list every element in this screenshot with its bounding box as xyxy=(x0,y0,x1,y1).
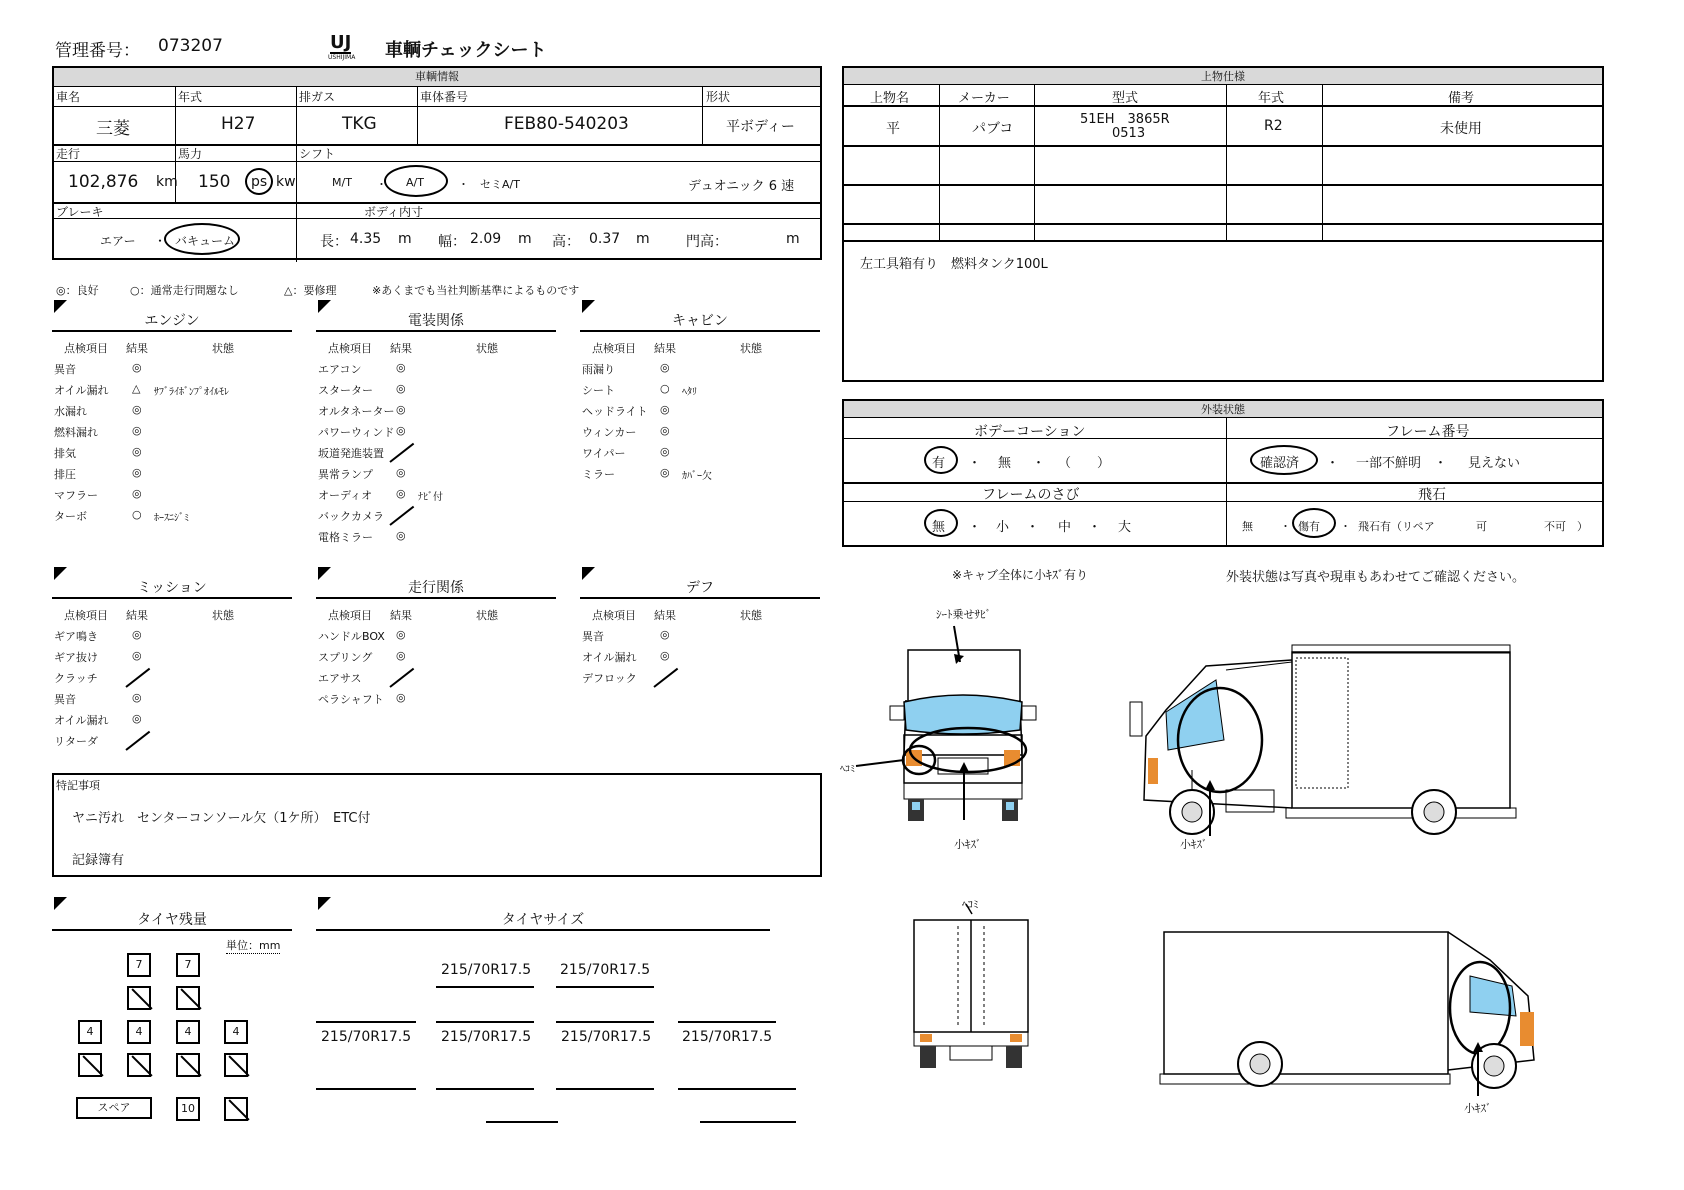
body-yes: 有 xyxy=(932,456,946,471)
check-result: ◎ xyxy=(660,424,670,437)
check-item: 異音 xyxy=(54,363,76,376)
diff-col-state: 状態 xyxy=(740,609,762,622)
check-item: 排圧 xyxy=(54,468,76,481)
cabin-col-result: 結果 xyxy=(654,342,676,355)
engine-section-title: エンジン xyxy=(52,308,292,332)
mission-col-item: 点検項目 xyxy=(64,609,108,622)
chip-ng: 不可 ） xyxy=(1544,520,1588,533)
vehicle-info-header: 車輌情報 xyxy=(54,68,820,87)
electric-col-result: 結果 xyxy=(390,342,412,355)
check-item: 水漏れ xyxy=(54,405,87,418)
frame-confirmed: 確認済 xyxy=(1260,456,1300,471)
check-result: ◎ xyxy=(660,628,670,641)
shift-extra: デュオニック 6 速 xyxy=(688,179,795,194)
check-item: オイル漏れ xyxy=(54,384,109,397)
exterior-frame-no-label: フレーム番号 xyxy=(1386,424,1470,440)
check-result-na xyxy=(125,668,150,688)
mileage-value: 102,876 xyxy=(68,172,139,192)
check-item: デフロック xyxy=(582,672,637,685)
shift-mt: M/T xyxy=(332,176,352,189)
check-item: リターダ xyxy=(54,735,98,748)
body-yes-circle xyxy=(924,446,958,474)
check-item: ミラー xyxy=(582,468,615,481)
check-result: ◎ xyxy=(660,403,670,416)
upper-model-line1: 51EH 3865R xyxy=(1080,112,1170,127)
check-state: ﾍﾀﾘ xyxy=(682,387,697,398)
check-state: ｻﾌﾞﾗｲﾎﾞﾝﾌﾟｵｲﾙﾓﾚ xyxy=(154,387,229,398)
check-result: ◎ xyxy=(132,691,142,704)
diff-col-result: 結果 xyxy=(654,609,676,622)
label-brake: ブレーキ xyxy=(56,205,104,219)
dim-len-value: 4.35 xyxy=(350,231,382,247)
tire-size-title: タイヤサイズ xyxy=(316,905,770,931)
check-result-na xyxy=(389,443,414,463)
check-result: ◎ xyxy=(132,361,142,374)
dim-len-unit: m xyxy=(398,231,412,247)
shift-semi: セミA/T xyxy=(480,178,520,191)
tire-rear-2: 4 xyxy=(127,1020,151,1044)
body-paren: （ ） xyxy=(1058,456,1111,471)
logo-sub: USHIJIMA xyxy=(328,54,356,61)
dot-2: ・ xyxy=(458,178,469,191)
label-body-inner: ボディ内寸 xyxy=(364,205,424,219)
label-hp: 馬力 xyxy=(178,147,203,161)
upper-header-model: 型式 xyxy=(1112,91,1139,106)
label-chassis: 車体番号 xyxy=(420,90,469,104)
rust-large: 大 xyxy=(1118,520,1132,535)
check-state: ｶﾊﾞｰ欠 xyxy=(682,471,712,482)
check-item: 排気 xyxy=(54,447,76,460)
check-item: 電格ミラー xyxy=(318,531,373,544)
diff-col-item: 点検項目 xyxy=(592,609,636,622)
dim-gate-unit: m xyxy=(786,231,800,247)
check-result: ◎ xyxy=(132,466,142,479)
check-result: ◎ xyxy=(396,487,406,500)
check-item: 坂道発進装置 xyxy=(318,447,384,460)
check-item: ウィンカー xyxy=(582,426,637,439)
chip-scratch: 傷有 xyxy=(1298,520,1320,533)
label-shape: 形状 xyxy=(706,90,731,104)
dim-len-label: 長： xyxy=(320,234,348,250)
diagram-note-left: ※キャブ全体に小ｷｽﾞ有り xyxy=(952,568,1089,582)
check-result-na xyxy=(389,506,414,526)
tire-remain-unit: 単位：mm xyxy=(226,939,281,952)
tire-size-rear-4: 215/70R17.5 xyxy=(682,1029,773,1045)
truck-rear-view xyxy=(906,896,1036,1076)
tire-front-right-inner-na xyxy=(176,986,200,1010)
spare-value: 10 xyxy=(176,1097,200,1121)
upper-remark: 左工具箱有り 燃料タンク100L xyxy=(860,257,1048,272)
check-item: マフラー xyxy=(54,489,98,502)
upper-header-name: 上物名 xyxy=(870,91,910,106)
annot-rear: ﾍｺﾐ xyxy=(962,898,979,911)
chassis-value: FEB80-540203 xyxy=(504,114,629,134)
label-maker: 車名 xyxy=(56,90,81,104)
legend-ok: ○：通常走行問題なし xyxy=(130,284,239,297)
check-result: ◎ xyxy=(396,466,406,479)
tire-rear-7-na xyxy=(176,1053,200,1077)
special-notes-line2: 記録簿有 xyxy=(72,853,125,868)
exterior-rust-label: フレームのさび xyxy=(982,487,1080,503)
brake-vac: バキューム xyxy=(175,234,236,248)
rust-dot2: ・ xyxy=(1026,520,1040,535)
running-col-result: 結果 xyxy=(390,609,412,622)
rust-dot3: ・ xyxy=(1088,520,1102,535)
check-item: オイル漏れ xyxy=(582,651,637,664)
check-result: ◎ xyxy=(132,487,142,500)
check-state: ﾎｰｽﾆｼﾞﾐ xyxy=(154,513,189,524)
page-title: 車輌チェックシート xyxy=(385,40,547,61)
label-year: 年式 xyxy=(178,90,203,104)
diagram-note-right: 外装状態は写真や現車もあわせてご確認ください。 xyxy=(1226,570,1526,585)
chip-scratch-circle xyxy=(1292,508,1336,538)
frame-confirmed-circle xyxy=(1250,445,1318,475)
emission-value: TKG xyxy=(342,114,377,134)
check-item: ギア抜け xyxy=(54,651,98,664)
check-item: ターボ xyxy=(54,510,87,523)
check-item: 雨漏り xyxy=(582,363,615,376)
check-item: ヘッドライト xyxy=(582,405,648,418)
logo: UJ xyxy=(330,32,352,53)
running-col-state: 状態 xyxy=(476,609,498,622)
upper-spec-header: 上物仕様 xyxy=(844,68,1602,85)
tire-front-right: 7 xyxy=(176,953,200,977)
cabin-col-state: 状態 xyxy=(740,342,762,355)
check-item: パワーウィンド xyxy=(318,426,395,439)
check-item: スターター xyxy=(318,384,373,397)
upper-name-value: 平 xyxy=(886,121,900,137)
shift-at: A/T xyxy=(406,176,424,189)
electric-col-state: 状態 xyxy=(476,342,498,355)
check-item: オーディオ xyxy=(318,489,373,502)
truck-other-side-view xyxy=(1150,920,1550,1110)
check-item: スプリング xyxy=(318,651,373,664)
tire-front-left-inner-na xyxy=(127,986,151,1010)
dot-1: ・ xyxy=(376,178,387,191)
body-dot1: ・ xyxy=(968,456,982,471)
tire-rear-8-na xyxy=(224,1053,248,1077)
tire-size-rear-3: 215/70R17.5 xyxy=(561,1029,652,1045)
label-shift: シフト xyxy=(299,147,336,161)
annot-scratch-side: 小ｷｽﾞ xyxy=(1180,838,1208,851)
tire-size-rear-2: 215/70R17.5 xyxy=(441,1029,532,1045)
dot-3: ・ xyxy=(154,234,167,248)
truck-front-view xyxy=(846,600,1046,860)
check-result: ◎ xyxy=(396,403,406,416)
check-result: ◎ xyxy=(132,424,142,437)
tire-remain-title: タイヤ残量 xyxy=(52,905,292,931)
brake-vac-circle xyxy=(164,223,240,255)
mission-col-result: 結果 xyxy=(126,609,148,622)
check-result: ◎ xyxy=(660,466,670,479)
mileage-unit: km xyxy=(156,174,178,190)
check-item: シート xyxy=(582,384,615,397)
spare-2-na xyxy=(224,1097,248,1121)
annot-scratch-other: 小ｷｽﾞ xyxy=(1464,1102,1492,1115)
tire-rear-4: 4 xyxy=(224,1020,248,1044)
check-result: ◎ xyxy=(396,691,406,704)
annot-scratch-front: 小ｷｽﾞ xyxy=(954,838,982,851)
hp-unit-circle xyxy=(245,168,273,195)
hp-unit-kw: kw xyxy=(276,174,296,190)
check-item: 燃料漏れ xyxy=(54,426,98,439)
check-result: ◎ xyxy=(396,361,406,374)
check-item: ワイパー xyxy=(582,447,626,460)
exterior-body-coat-label: ボデーコーション xyxy=(974,424,1086,440)
frame-dot1: ・ xyxy=(1326,456,1340,471)
check-item: 異常ランプ xyxy=(318,468,373,481)
cabin-col-item: 点検項目 xyxy=(592,342,636,355)
check-item: 異音 xyxy=(54,693,76,706)
body-no: 無 xyxy=(998,456,1012,471)
special-notes-title: 特記事項 xyxy=(56,779,100,792)
dim-gate-label: 門高： xyxy=(686,234,728,250)
engine-col-state: 状態 xyxy=(212,342,234,355)
check-result-na xyxy=(653,668,678,688)
check-item: オイル漏れ xyxy=(54,714,109,727)
vehicle-info-box xyxy=(52,66,822,260)
annot-dent: ﾍｺﾐ xyxy=(840,764,855,775)
check-item: ペラシャフト xyxy=(318,693,384,706)
dim-w-value: 2.09 xyxy=(470,231,502,247)
annot-seat: ｼｰﾄ乗せｻﾋﾞ xyxy=(936,608,991,621)
brake-air: エアー xyxy=(100,234,136,248)
spare-label: スペア xyxy=(76,1097,152,1119)
frame-dot2: ・ xyxy=(1434,456,1448,471)
mgmt-label: 管理番号： xyxy=(55,41,140,61)
tire-size-front-right: 215/70R17.5 xyxy=(560,962,651,978)
legend-good: ◎：良好 xyxy=(56,284,99,297)
shape-value: 平ボディー xyxy=(726,119,795,135)
hp-unit-ps: ps xyxy=(251,174,268,190)
maker-value: 三菱 xyxy=(96,119,130,139)
exterior-header: 外装状態 xyxy=(844,401,1602,418)
check-result: ◎ xyxy=(396,628,406,641)
body-dot2: ・ xyxy=(1032,456,1046,471)
check-item: オルタネーター xyxy=(318,405,395,418)
check-result: ◎ xyxy=(660,361,670,374)
upper-year-value: R2 xyxy=(1264,118,1283,134)
check-result: ○ xyxy=(132,508,142,521)
frame-none: 見えない xyxy=(1468,456,1521,471)
cabin-section-title: キャビン xyxy=(580,308,820,332)
check-result: ○ xyxy=(660,382,670,395)
tire-rear-3: 4 xyxy=(176,1020,200,1044)
check-result: △ xyxy=(132,382,141,395)
check-result: ◎ xyxy=(132,403,142,416)
upper-maker-value: パブコ xyxy=(972,121,1014,137)
dim-w-unit: m xyxy=(518,231,532,247)
check-result: ◎ xyxy=(396,424,406,437)
rust-none-circle xyxy=(924,509,958,537)
legend-repair: △：要修理 xyxy=(284,284,337,297)
check-item: ハンドルBOX xyxy=(318,630,385,643)
dim-h-value: 0.37 xyxy=(589,231,621,247)
electric-section-title: 電装関係 xyxy=(316,308,556,332)
label-mileage: 走行 xyxy=(56,147,81,161)
check-result: ◎ xyxy=(396,382,406,395)
tire-size-rear-1: 215/70R17.5 xyxy=(321,1029,412,1045)
check-result-na xyxy=(389,668,414,688)
tire-size-front-left: 215/70R17.5 xyxy=(441,962,532,978)
check-result: ◎ xyxy=(132,712,142,725)
label-emission: 排ガス xyxy=(299,90,336,104)
shift-at-circle xyxy=(384,165,448,197)
check-item: ギア鳴き xyxy=(54,630,98,643)
engine-col-result: 結果 xyxy=(126,342,148,355)
upper-header-year: 年式 xyxy=(1258,91,1285,106)
frame-partial: 一部不鮮明 xyxy=(1356,456,1422,471)
chip-stone: 飛石有（リペア xyxy=(1358,520,1435,533)
check-result: ◎ xyxy=(132,628,142,641)
dim-h-unit: m xyxy=(636,231,650,247)
mission-section-title: ミッション xyxy=(52,575,292,599)
check-item: クラッチ xyxy=(54,672,98,685)
check-state: ﾅﾋﾞ付 xyxy=(418,492,443,503)
mgmt-number: 073207 xyxy=(158,36,223,56)
chip-dot2: ・ xyxy=(1340,520,1351,533)
check-item: バックカメラ xyxy=(318,510,384,523)
check-item: エアサス xyxy=(318,672,362,685)
tire-rear-5-na xyxy=(78,1053,102,1077)
special-notes-box xyxy=(52,773,822,877)
tire-rear-1: 4 xyxy=(78,1020,102,1044)
dim-w-label: 幅： xyxy=(438,234,466,250)
diff-section-title: デフ xyxy=(580,575,820,599)
chip-none: 無 xyxy=(1242,520,1253,533)
running-col-item: 点検項目 xyxy=(328,609,372,622)
check-item: 異音 xyxy=(582,630,604,643)
upper-header-maker: メーカー xyxy=(958,91,1010,106)
hp-value: 150 xyxy=(198,172,231,192)
electric-col-item: 点検項目 xyxy=(328,342,372,355)
exterior-chip-label: 飛石 xyxy=(1418,487,1446,503)
check-result: ◎ xyxy=(396,529,406,542)
rust-dot1: ・ xyxy=(968,520,982,535)
running-section-title: 走行関係 xyxy=(316,575,556,599)
legend-note: ※あくまでも当社判断基準によるものです xyxy=(372,284,580,297)
special-notes-line1: ヤニ汚れ センターコンソール欠（1ケ所） ETC付 xyxy=(72,811,371,826)
chip-dot1: ・ xyxy=(1280,520,1291,533)
exterior-box xyxy=(842,399,1604,547)
upper-spec-box xyxy=(842,66,1604,382)
check-result: ◎ xyxy=(396,649,406,662)
rust-small: 小 xyxy=(996,520,1010,535)
tire-rear-6-na xyxy=(127,1053,151,1077)
chip-ok: 可 xyxy=(1476,520,1487,533)
upper-note-value: 未使用 xyxy=(1440,121,1482,137)
check-result: ◎ xyxy=(660,445,670,458)
check-result: ◎ xyxy=(132,649,142,662)
upper-model-line2: 0513 xyxy=(1112,126,1146,141)
rust-none: 無 xyxy=(932,520,946,535)
mission-col-state: 状態 xyxy=(212,609,234,622)
engine-col-item: 点検項目 xyxy=(64,342,108,355)
tire-front-left: 7 xyxy=(127,953,151,977)
dim-h-label: 高： xyxy=(552,234,580,250)
rust-medium: 中 xyxy=(1058,520,1072,535)
check-item: エアコン xyxy=(318,363,362,376)
check-result: ◎ xyxy=(132,445,142,458)
check-result-na xyxy=(125,731,150,751)
year-value: H27 xyxy=(221,114,256,134)
check-result: ◎ xyxy=(660,649,670,662)
upper-header-note: 備考 xyxy=(1448,91,1475,106)
truck-side-view xyxy=(1106,640,1526,850)
